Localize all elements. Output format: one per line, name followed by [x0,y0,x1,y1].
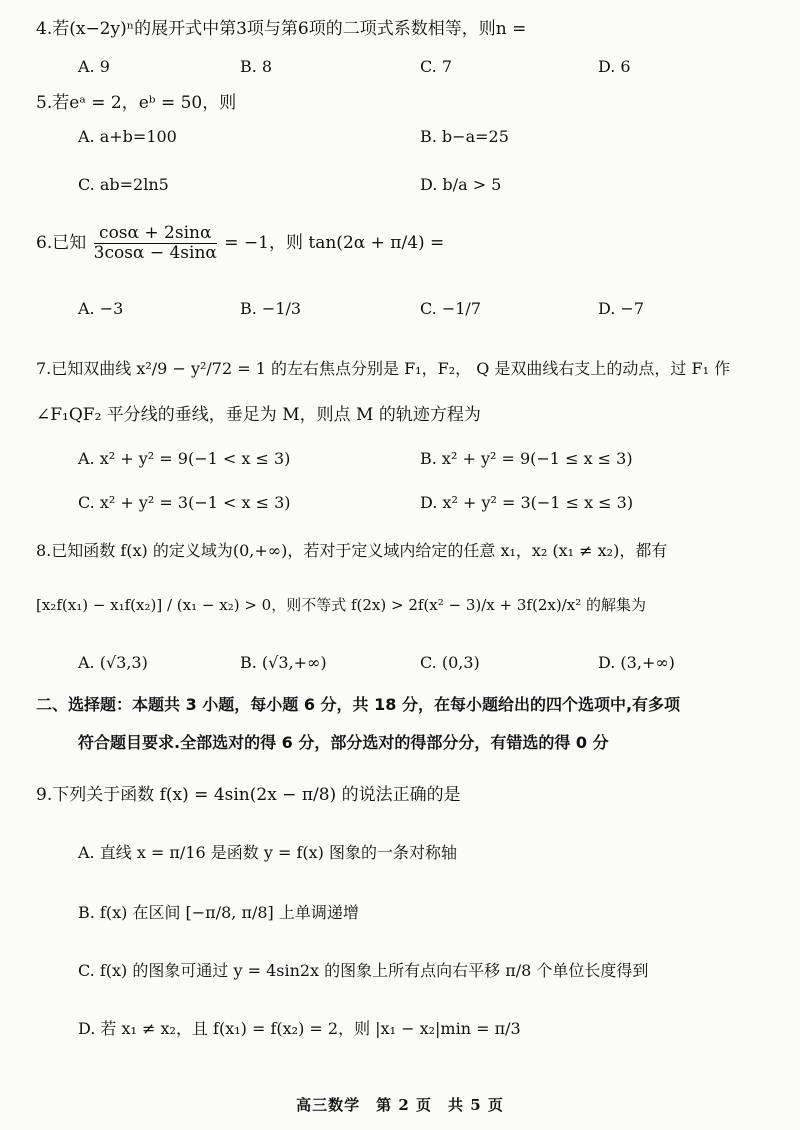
q6-option-b: B. −1/3 [240,299,302,318]
q7-option-a: A. x² + y² = 9(−1 < x ≤ 3) [78,449,291,468]
q8-option-a: A. (√3,3) [78,653,148,672]
q9-option-d: D. 若 x₁ ≠ x₂，且 f(x₁) = f(x₂) = 2，则 |x₁ − x₂|min = π/3 [78,1019,521,1038]
question-6-stem [36,224,444,263]
q7-option-c: C. x² + y² = 3(−1 < x ≤ 3) [78,493,291,512]
q7-option-d: D. x² + y² = 3(−1 ≤ x ≤ 3) [420,493,634,512]
q6-prefix: 6.已知 [36,233,87,253]
question-9-stem: 9.下列关于函数 f(x) = 4sin(2x − π/8) 的说法正确的是 [36,785,461,805]
q4-option-a: A. 9 [78,57,110,76]
q6-option-c: C. −1/7 [420,299,481,318]
q7-option-b: B. x² + y² = 9(−1 ≤ x ≤ 3) [420,449,633,468]
question-7-stem-line1: 7.已知双曲线 x²/9 − y²/72 = 1 的左右焦点分别是 F₁，F₂， Q 是双曲线右支上的动点，过 F₁ 作 [36,359,731,378]
section-2-heading-line1: 二、选择题：本题共 3 小题，每小题 6 分，共 18 分，在每小题给出的四个选项中,有多项 [36,695,681,714]
question-4-stem: 4.若(x−2y)ⁿ的展开式中第3项与第6项的二项式系数相等，则n = [36,19,527,39]
page-footer: 高三数学 第 2 页 共 5 页 [296,1096,504,1114]
q8-option-c: C. (0,3) [420,653,480,672]
q4-option-b: B. 8 [240,57,273,76]
q6-option-d: D. −7 [598,299,645,318]
q5-option-a: A. a+b=100 [78,127,177,146]
q4-option-d: D. 6 [598,57,631,76]
q6-frac-denominator: 3cosα − 4sinα [93,243,217,263]
q8-option-b: B. (√3,+∞) [240,653,327,672]
q5-option-d: D. b/a > 5 [420,175,502,194]
q6-suffix: = −1，则 tan(2α + π/4) = [224,233,445,253]
q8-option-d: D. (3,+∞) [598,653,675,672]
q4-option-c: C. 7 [420,57,453,76]
q9-option-a: A. 直线 x = π/16 是函数 y = f(x) 图象的一条对称轴 [78,843,457,862]
q5-option-c: C. ab=2ln5 [78,175,169,194]
q6-frac-numerator: cosα + 2sinα [94,224,217,244]
q5-option-b: B. b−a=25 [420,127,509,146]
q6-fraction [94,224,217,263]
question-8-stem-line2: [x₂f(x₁) − x₁f(x₂)] / (x₁ − x₂) > 0，则不等式 f(2x) > 2f(x² − 3)/x + 3f(2x)/x² 的解集为 [36,596,646,614]
q9-option-b: B. f(x) 在区间 [−π/8, π/8] 上单调递增 [78,903,359,922]
q6-option-a: A. −3 [78,299,124,318]
question-5-stem: 5.若eᵃ = 2，eᵇ = 50，则 [36,93,237,113]
question-8-stem-line1: 8.已知函数 f(x) 的定义域为(0,+∞)，若对于定义域内给定的任意 x₁，x₂ (x₁ ≠ x₂)，都有 [36,541,668,560]
section-2-heading-line2: 符合题目要求.全部选对的得 6 分，部分选对的得部分分，有错选的得 0 分 [78,733,609,752]
q9-option-c: C. f(x) 的图象可通过 y = 4sin2x 的图象上所有点向右平移 π/8 个单位长度得到 [78,961,649,980]
question-7-stem-line2: ∠F₁QF₂ 平分线的垂线，垂足为 M，则点 M 的轨迹方程为 [36,405,481,425]
